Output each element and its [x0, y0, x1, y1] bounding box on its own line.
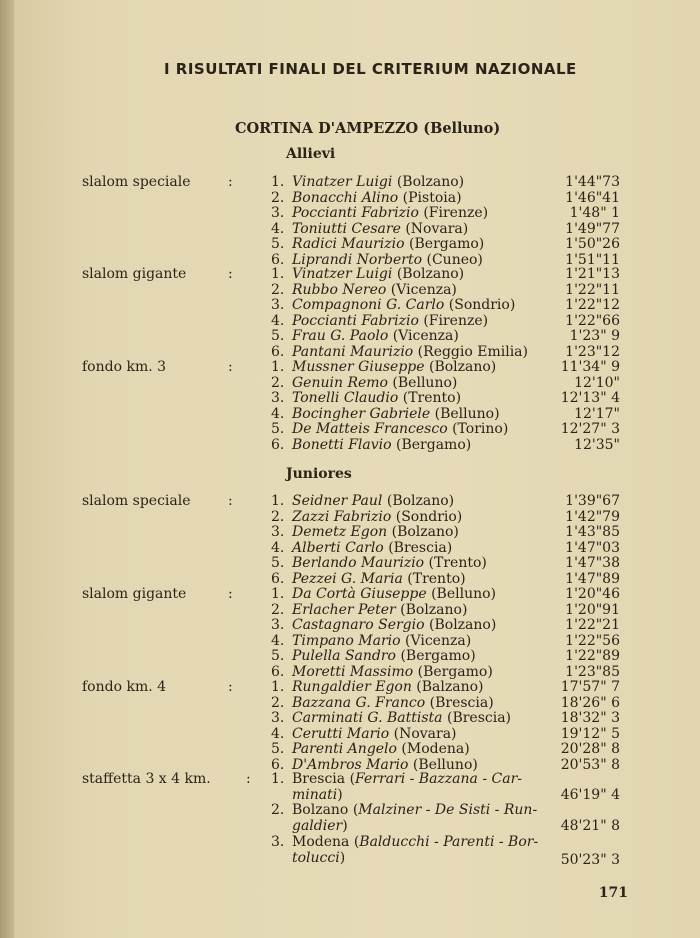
athlete-club: (Firenze) — [418, 312, 489, 329]
team-members: Malziner - De Sisti - Run- — [358, 802, 538, 818]
athlete-name: Rubbo Nereo — [292, 281, 387, 298]
relay-team — [292, 834, 538, 850]
rank: 1. — [271, 771, 285, 787]
team-members: Balducchi - Parenti - Bor- — [359, 834, 539, 850]
result-row — [14, 190, 700, 206]
athlete-club: (Bergamo) — [391, 436, 472, 453]
result-row — [14, 493, 700, 509]
athlete — [292, 359, 496, 375]
athlete-club: (Novara) — [400, 220, 469, 237]
athlete — [292, 726, 457, 742]
athlete-name: Moretti Massimo — [292, 663, 414, 680]
athlete-club: (Trento) — [424, 555, 487, 571]
team-name: Brescia ( — [292, 771, 356, 787]
athlete — [292, 421, 508, 437]
relay-row-cont — [14, 818, 700, 834]
athlete — [292, 266, 464, 282]
result-time: 1'22"66 — [565, 312, 620, 329]
athlete — [292, 313, 488, 329]
event-name: fondo km. 3 — [82, 359, 167, 375]
event-colon: : — [246, 771, 251, 787]
relay-team-cont — [292, 787, 343, 803]
athlete-club: (Sondrio) — [444, 297, 516, 313]
result-row — [14, 437, 700, 453]
athlete-club: (Torino) — [447, 421, 509, 437]
rank: 5. — [271, 648, 285, 664]
team-close: ) — [339, 849, 346, 866]
result-time: 12'27" 3 — [560, 421, 620, 437]
athlete-name: Erlacher Peter — [292, 601, 396, 618]
athlete — [292, 509, 462, 525]
athlete-club: (Cuneo) — [422, 251, 483, 268]
athlete — [292, 633, 471, 649]
result-row — [14, 266, 700, 282]
result-time: 12'17" — [574, 405, 620, 422]
result-row — [14, 390, 700, 406]
athlete-name: Poccianti Fabrizio — [292, 312, 419, 329]
result-time: 17'57" 7 — [560, 679, 620, 695]
result-row — [14, 540, 700, 556]
team-members-cont: tolucci — [292, 849, 340, 866]
athlete — [292, 221, 468, 237]
result-row — [14, 421, 700, 437]
result-time: 1'44"73 — [565, 174, 620, 190]
athlete-name: Cerutti Mario — [292, 725, 390, 742]
athlete-name: Poccianti Fabrizio — [292, 205, 419, 221]
rank: 4. — [271, 632, 285, 649]
athlete — [292, 297, 515, 313]
athlete-club: (Modena) — [396, 741, 470, 757]
relay-team-cont — [292, 850, 345, 866]
event-colon: : — [228, 359, 233, 375]
category-heading: Allievi — [286, 146, 336, 162]
athlete-club: (Bolzano) — [392, 174, 465, 190]
athlete-club: (Belluno) — [408, 756, 478, 773]
result-time: 1'22"89 — [565, 648, 620, 664]
event-name: fondo km. 4 — [82, 679, 167, 695]
relay-row — [14, 771, 700, 787]
relay-row-cont — [14, 787, 700, 803]
rank: 6. — [271, 343, 285, 360]
relay-row-cont — [14, 850, 700, 866]
athlete — [292, 328, 459, 344]
athlete — [292, 710, 511, 726]
relay-row — [14, 802, 700, 818]
result-row — [14, 344, 700, 360]
event-name: slalom speciale — [82, 493, 191, 509]
athlete-club: (Brescia) — [425, 694, 494, 711]
rank: 2. — [271, 601, 285, 618]
athlete-name: Liprandi Norberto — [292, 251, 423, 268]
athlete-club: (Belluno) — [430, 405, 500, 422]
page-number: 171 — [598, 885, 628, 901]
result-time: 48'21" 8 — [560, 817, 620, 834]
athlete-club: (Balzano) — [411, 679, 484, 695]
athlete — [292, 679, 484, 695]
result-row — [14, 282, 700, 298]
event-colon: : — [228, 493, 233, 509]
athlete — [292, 695, 494, 711]
category-heading: Juniores — [286, 466, 352, 482]
result-time: 18'26" 6 — [560, 694, 620, 711]
rank: 4. — [271, 220, 285, 237]
athlete-name: Toniutti Cesare — [292, 220, 401, 237]
athlete — [292, 205, 488, 221]
rank: 6. — [271, 756, 285, 773]
result-row — [14, 406, 700, 422]
result-time: 18'32" 3 — [560, 710, 620, 726]
athlete-club: (Reggio Emilia) — [413, 343, 528, 360]
result-time: 1'20"46 — [565, 586, 620, 602]
athlete-name: Frau G. Paolo — [292, 328, 389, 344]
athlete-club: (Bergamo) — [404, 236, 485, 252]
athlete-name: Bonetti Flavio — [292, 436, 392, 453]
result-row — [14, 375, 700, 391]
rank: 3. — [271, 297, 285, 313]
event-colon: : — [228, 266, 233, 282]
athlete-name: Genuin Remo — [292, 374, 388, 391]
result-time: 1'22"56 — [565, 632, 620, 649]
rank: 5. — [271, 741, 285, 757]
athlete-name: Bazzana G. Franco — [292, 694, 426, 711]
result-row — [14, 328, 700, 344]
athlete — [292, 571, 466, 587]
relay-team — [292, 802, 537, 818]
rank: 1. — [271, 679, 285, 695]
athlete-name: Parenti Angelo — [292, 741, 397, 757]
athlete — [292, 741, 470, 757]
rank: 6. — [271, 570, 285, 587]
book-page — [14, 0, 700, 938]
result-time: 12'10" — [574, 374, 620, 391]
result-time: 1'22"12 — [565, 297, 620, 313]
athlete — [292, 390, 461, 406]
athlete-club: (Bergamo) — [396, 648, 476, 664]
rank: 2. — [271, 374, 285, 391]
event-name: slalom speciale — [82, 174, 191, 190]
rank: 3. — [271, 617, 285, 633]
athlete-club: (Bergamo) — [413, 663, 493, 680]
rank: 3. — [271, 205, 285, 221]
team-name: Modena ( — [292, 834, 360, 850]
result-time: 46'19" 4 — [560, 786, 620, 803]
rank: 4. — [271, 725, 285, 742]
result-time: 1'22"21 — [565, 617, 620, 633]
athlete — [292, 524, 459, 540]
result-time: 1'23"85 — [565, 663, 620, 680]
athlete-name: Compagnoni G. Carlo — [292, 297, 445, 313]
team-name: Bolzano ( — [292, 802, 359, 818]
athlete-name: Demetz Egon — [292, 524, 388, 540]
venue-heading: CORTINA D'AMPEZZO (Belluno) — [235, 120, 501, 137]
rank: 3. — [271, 834, 285, 850]
athlete-name: Seidner Paul — [292, 493, 383, 509]
result-time: 1'51"11 — [565, 251, 620, 268]
rank: 6. — [271, 251, 285, 268]
athlete-name: Vinatzer Luigi — [292, 266, 393, 282]
rank: 2. — [271, 281, 285, 298]
athlete — [292, 344, 528, 360]
athlete — [292, 586, 496, 602]
athlete-name: Pulella Sandro — [292, 648, 396, 664]
athlete-club: (Trento) — [398, 390, 462, 406]
athlete-name: Rungaldier Egon — [292, 679, 412, 695]
relay-row — [14, 834, 700, 850]
athlete-club: (Pistoia) — [398, 189, 462, 206]
athlete-name: Pantani Maurizio — [292, 343, 414, 360]
team-members-cont: minati — [292, 786, 338, 803]
athlete-name: Tonelli Claudio — [292, 390, 399, 406]
result-row — [14, 236, 700, 252]
athlete — [292, 190, 462, 206]
result-time: 19'12" 5 — [560, 725, 620, 742]
event-name: staffetta 3 x 4 km. — [82, 771, 211, 787]
result-time: 1'23" 9 — [569, 328, 620, 344]
athlete-name: Zazzi Fabrizio — [292, 508, 392, 525]
page-title: I RISULTATI FINALI DEL CRITERIUM NAZIONALE — [164, 60, 577, 78]
result-time: 50'23" 3 — [560, 851, 620, 868]
athlete-name: Timpano Mario — [292, 632, 401, 649]
result-row — [14, 359, 700, 375]
result-row — [14, 741, 700, 757]
athlete — [292, 664, 493, 680]
book-spine-shadow — [0, 0, 14, 938]
event-colon: : — [228, 586, 233, 602]
athlete — [292, 617, 496, 633]
result-time: 1'43"85 — [565, 524, 620, 540]
result-time: 1'21"13 — [565, 266, 620, 282]
athlete-club: (Vicenza) — [386, 281, 457, 298]
athlete-name: Berlando Maurizio — [292, 555, 425, 571]
result-row — [14, 174, 700, 190]
rank: 2. — [271, 802, 285, 818]
result-row — [14, 695, 700, 711]
rank: 4. — [271, 539, 285, 556]
athlete — [292, 236, 484, 252]
athlete-name: Radici Maurizio — [292, 236, 405, 252]
athlete-name: Mussner Giuseppe — [292, 359, 425, 375]
result-time: 1'23"12 — [565, 343, 620, 360]
result-time: 1'48" 1 — [569, 205, 620, 221]
result-time: 1'42"79 — [565, 508, 620, 525]
event-name: slalom gigante — [82, 586, 187, 602]
team-close: ) — [337, 786, 343, 803]
athlete-club: (Belluno) — [426, 586, 497, 602]
result-time: 12'13" 4 — [560, 390, 620, 406]
athlete — [292, 174, 464, 190]
athlete — [292, 282, 457, 298]
event-name: slalom gigante — [82, 266, 187, 282]
rank: 3. — [271, 710, 285, 726]
result-row — [14, 664, 700, 680]
athlete-name: D'Ambros Mario — [292, 756, 409, 773]
athlete-club: (Bolzano) — [395, 601, 468, 618]
athlete — [292, 602, 467, 618]
result-row — [14, 509, 700, 525]
athlete-club: (Bolzano) — [424, 617, 497, 633]
result-time: 1'47"89 — [565, 570, 620, 587]
result-row — [14, 524, 700, 540]
athlete-name: Bonacchi Alino — [292, 189, 399, 206]
result-row — [14, 571, 700, 587]
rank: 3. — [271, 524, 285, 540]
rank: 2. — [271, 508, 285, 525]
relay-team-cont — [292, 818, 348, 834]
result-row — [14, 221, 700, 237]
rank: 6. — [271, 663, 285, 680]
athlete — [292, 406, 500, 422]
rank: 5. — [271, 236, 285, 252]
result-time: 1'47"38 — [565, 555, 620, 571]
result-row — [14, 205, 700, 221]
athlete — [292, 493, 454, 509]
athlete-club: (Brescia) — [442, 710, 512, 726]
relay-team — [292, 771, 522, 787]
athlete-name: Bocingher Gabriele — [292, 405, 431, 422]
result-time: 1'49"77 — [565, 220, 620, 237]
athlete — [292, 437, 471, 453]
team-close: ) — [342, 817, 348, 834]
result-row — [14, 648, 700, 664]
result-time: 11'34" 9 — [560, 359, 620, 375]
result-time: 1'50"26 — [565, 236, 620, 252]
athlete-club: (Bolzano) — [382, 493, 455, 509]
athlete-name: De Matteis Francesco — [292, 421, 448, 437]
result-row — [14, 297, 700, 313]
result-time: 20'53" 8 — [560, 756, 620, 773]
result-row — [14, 586, 700, 602]
rank: 5. — [271, 555, 285, 571]
rank: 2. — [271, 694, 285, 711]
result-row — [14, 602, 700, 618]
athlete-club: (Trento) — [402, 570, 466, 587]
result-row — [14, 679, 700, 695]
athlete — [292, 555, 487, 571]
rank: 6. — [271, 436, 285, 453]
athlete-name: Da Cortà Giuseppe — [292, 586, 427, 602]
athlete — [292, 540, 452, 556]
result-time: 1'39"67 — [565, 493, 620, 509]
athlete — [292, 375, 457, 391]
rank: 1. — [271, 174, 285, 190]
rank: 1. — [271, 493, 285, 509]
athlete-name: Alberti Carlo — [292, 539, 384, 556]
result-time: 1'46"41 — [565, 189, 620, 206]
athlete-club: (Bolzano) — [424, 359, 497, 375]
athlete-club: (Vicenza) — [400, 632, 472, 649]
event-colon: : — [228, 174, 233, 190]
rank: 3. — [271, 390, 285, 406]
result-time: 12'35" — [574, 436, 620, 453]
result-row — [14, 726, 700, 742]
result-row — [14, 633, 700, 649]
result-time: 1'47"03 — [565, 539, 620, 556]
athlete-club: (Sondrio) — [391, 508, 463, 525]
result-time: 20'28" 8 — [560, 741, 620, 757]
rank: 1. — [271, 266, 285, 282]
athlete-name: Pezzei G. Maria — [292, 570, 403, 587]
result-row — [14, 710, 700, 726]
result-time: 1'20"91 — [565, 601, 620, 618]
athlete-club: (Brescia) — [383, 539, 453, 556]
rank: 5. — [271, 421, 285, 437]
athlete-name: Vinatzer Luigi — [292, 174, 393, 190]
rank: 4. — [271, 312, 285, 329]
rank: 5. — [271, 328, 285, 344]
result-row — [14, 617, 700, 633]
team-members: Ferrari - Bazzana - Car- — [355, 771, 523, 787]
rank: 1. — [271, 586, 285, 602]
result-row — [14, 313, 700, 329]
result-time: 1'22"11 — [565, 281, 620, 298]
athlete-club: (Vicenza) — [388, 328, 459, 344]
team-members-cont: galdier — [292, 817, 343, 834]
rank: 2. — [271, 189, 285, 206]
athlete-name: Castagnaro Sergio — [292, 617, 425, 633]
rank: 1. — [271, 359, 285, 375]
athlete-name: Carminati G. Battista — [292, 710, 443, 726]
athlete-club: (Bolzano) — [387, 524, 459, 540]
rank: 4. — [271, 405, 285, 422]
athlete-club: (Firenze) — [418, 205, 489, 221]
event-colon: : — [228, 679, 233, 695]
athlete-club: (Belluno) — [387, 374, 458, 391]
athlete — [292, 648, 476, 664]
athlete-club: (Novara) — [389, 725, 457, 742]
athlete-club: (Bolzano) — [392, 266, 465, 282]
result-row — [14, 555, 700, 571]
